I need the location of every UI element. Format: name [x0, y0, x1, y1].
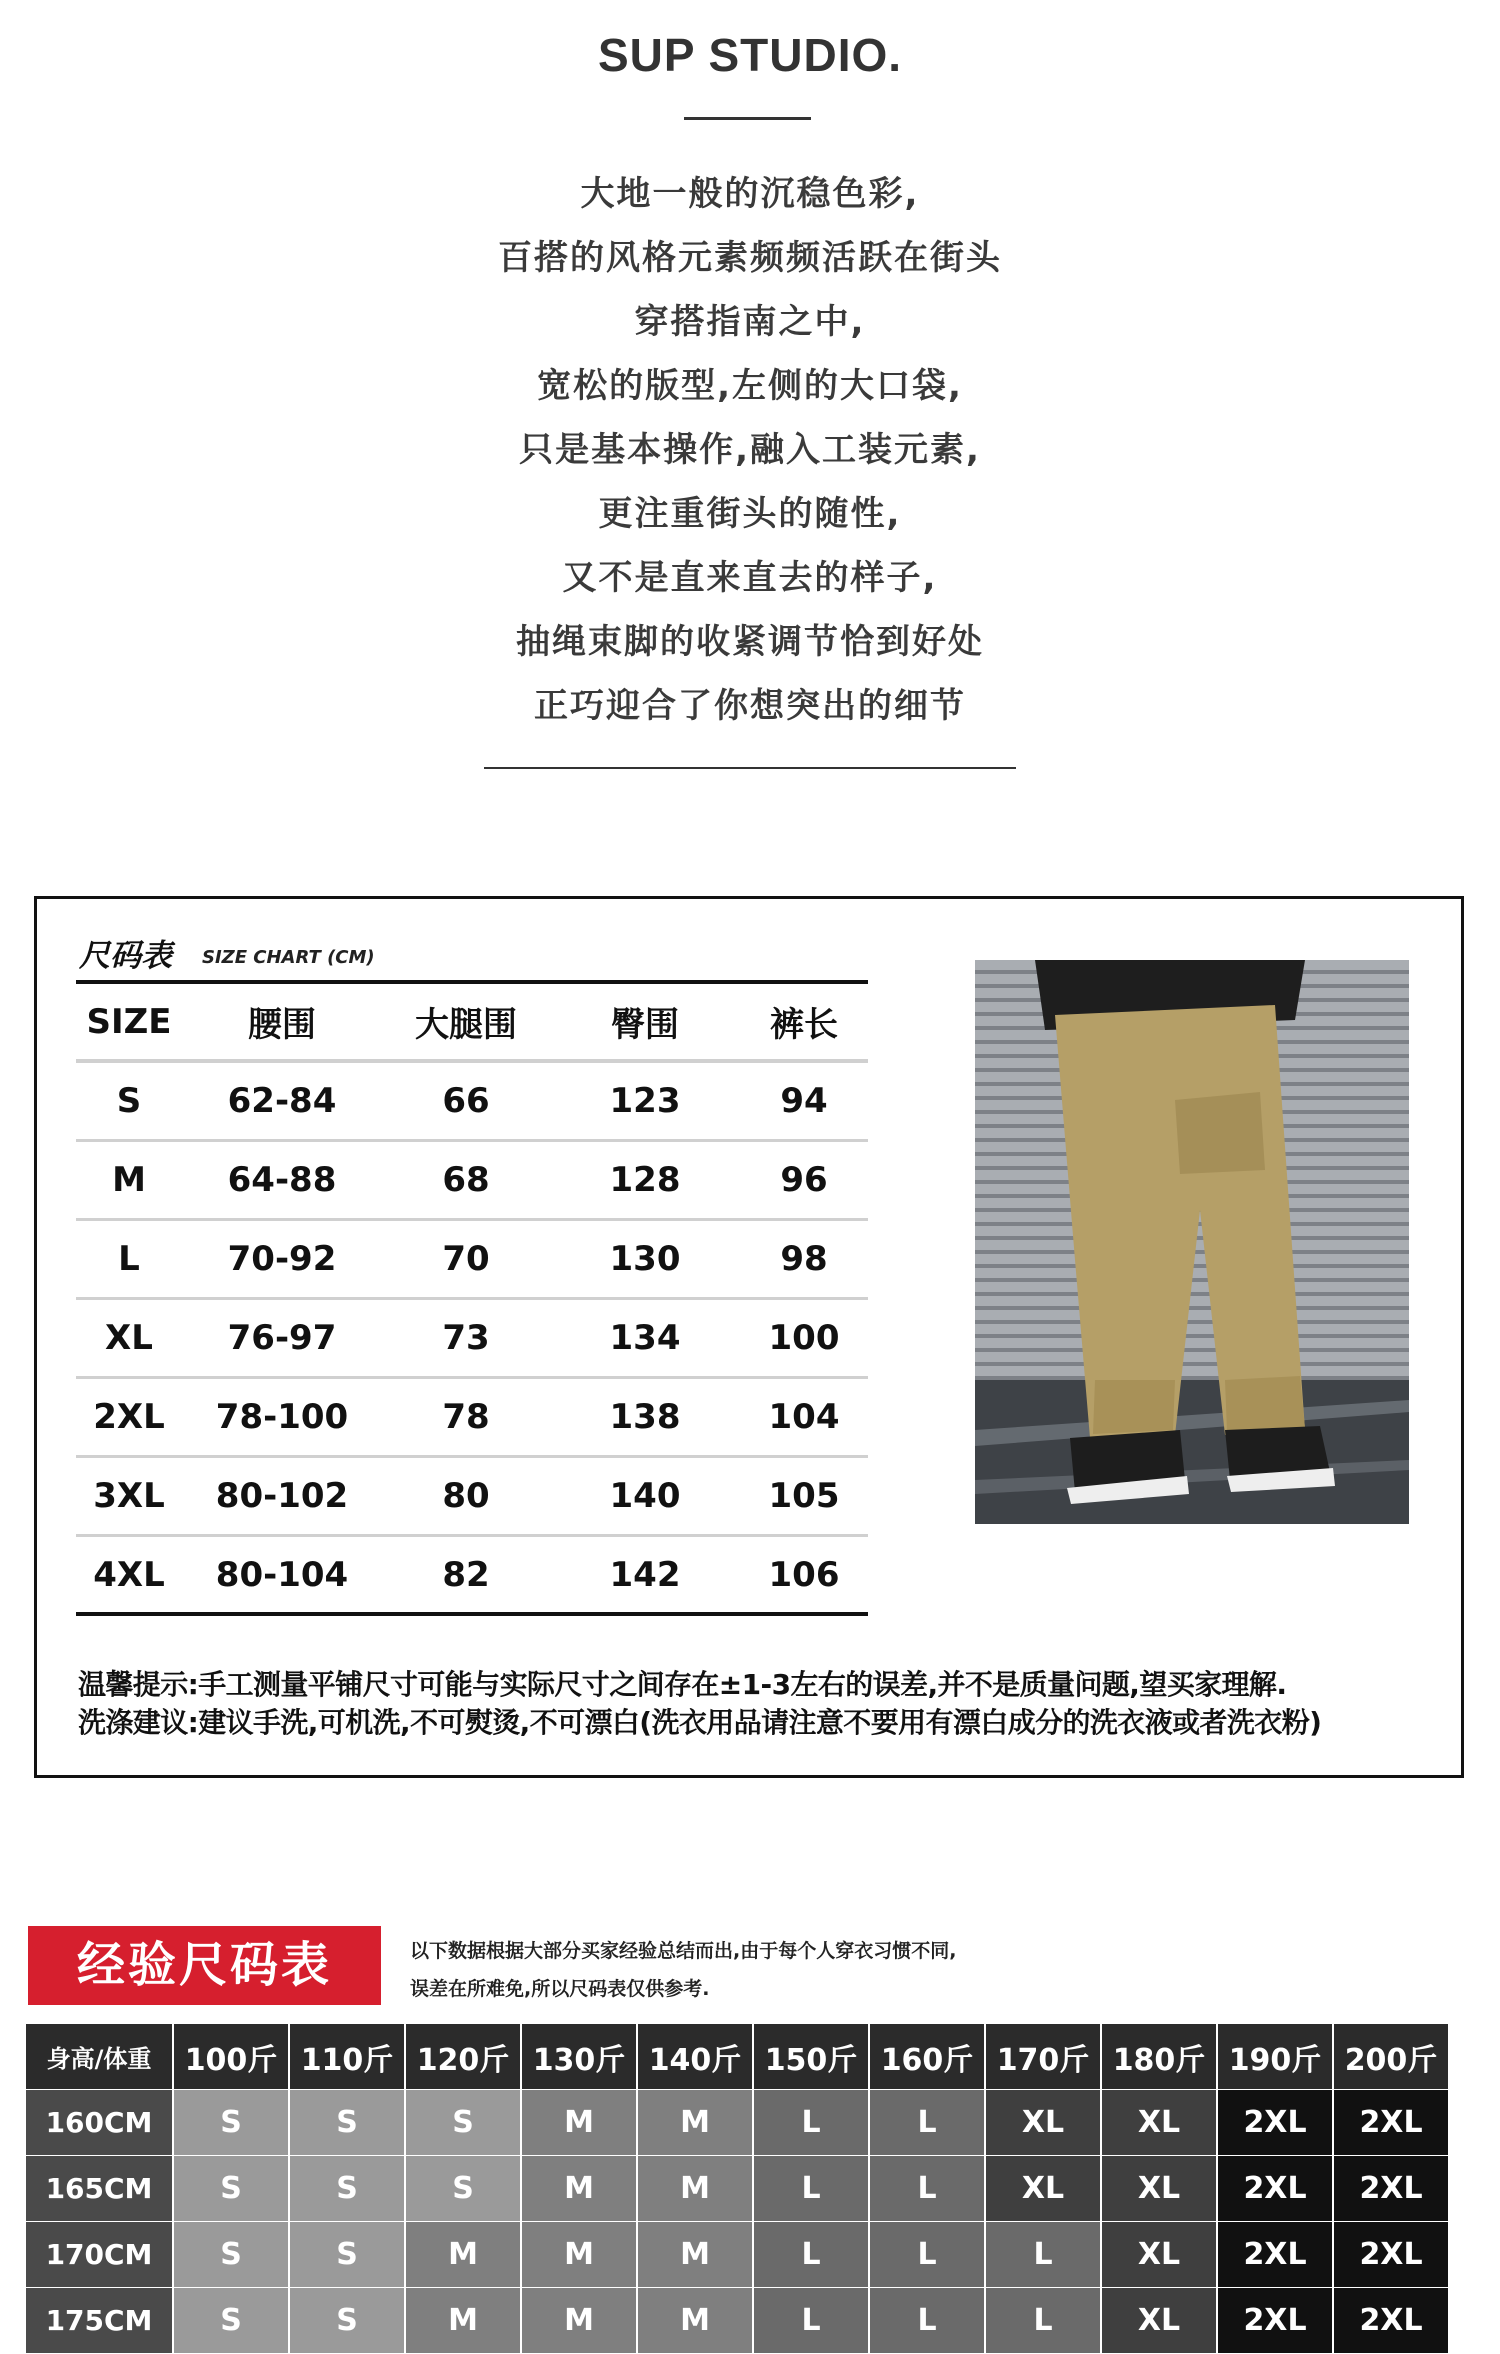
- size-label-cell: 2XL: [93, 1397, 165, 1437]
- intro-line: 抽绳束脚的收紧调节恰到好处: [516, 622, 984, 662]
- height-row: [26, 2090, 1470, 2155]
- weight-header-cell: 180斤: [1102, 2024, 1216, 2089]
- experience-chart-grid: [26, 2024, 1470, 2354]
- weight-header-cell: 100斤: [174, 2024, 288, 2089]
- recommended-size-cell: S: [406, 2090, 520, 2155]
- intro-line: 百搭的风格元素频频活跃在街头: [498, 238, 1002, 278]
- height-cell: 170CM: [26, 2222, 172, 2287]
- height-row: [26, 2156, 1470, 2221]
- corner-cell: 身高/体重: [26, 2024, 172, 2089]
- measurement-cell: 142: [609, 1554, 681, 1595]
- recommended-size-cell: 2XL: [1218, 2156, 1332, 2221]
- measurement-cell: 76-97: [227, 1318, 337, 1358]
- height-row: [26, 2288, 1470, 2353]
- recommended-size-cell: XL: [1102, 2090, 1216, 2155]
- measurement-cell: 70: [442, 1239, 490, 1279]
- recommended-size-cell: 2XL: [1218, 2288, 1332, 2353]
- measurement-cell: 106: [768, 1554, 840, 1595]
- recommended-size-cell: XL: [1102, 2222, 1216, 2287]
- intro-line: 只是基本操作,融入工装元素,: [519, 430, 981, 470]
- experience-chart-note: [410, 1932, 956, 2008]
- product-photo: [975, 960, 1409, 1524]
- brand-divider: [684, 117, 811, 120]
- weight-header-row: [26, 2024, 1470, 2089]
- recommended-size-cell: 2XL: [1334, 2222, 1448, 2287]
- experience-chart-title: 经验尺码表: [28, 1926, 381, 2005]
- recommended-size-cell: M: [406, 2222, 520, 2287]
- intro-line: 穿搭指南之中,: [634, 302, 866, 342]
- intro-line: 又不是直来直去的样子,: [562, 558, 938, 598]
- recommended-size-cell: L: [754, 2288, 868, 2353]
- brand-title: SUP STUDIO.: [597, 29, 903, 81]
- size-label-cell: M: [112, 1160, 146, 1200]
- note-line: 以下数据根据大部分买家经验总结而出,由于每个人穿衣习惯不同,: [410, 1940, 957, 1962]
- recommended-size-cell: L: [986, 2288, 1100, 2353]
- recommended-size-cell: S: [174, 2156, 288, 2221]
- measurement-cell: 96: [780, 1160, 828, 1200]
- size-row: [76, 1458, 868, 1537]
- recommended-size-cell: 2XL: [1334, 2288, 1448, 2353]
- measurement-note: 温馨提示:手工测量平铺尺寸可能与实际尺寸之间存在±1-3左右的误差,并不是质量问题,望买家理解.: [78, 1668, 1287, 1701]
- recommended-size-cell: L: [870, 2090, 984, 2155]
- size-row: [76, 1379, 868, 1458]
- height-cell: 165CM: [26, 2156, 172, 2221]
- recommended-size-cell: 2XL: [1334, 2090, 1448, 2155]
- header-cell: SIZE: [86, 1001, 172, 1042]
- measurement-cell: 66: [442, 1081, 490, 1121]
- size-label-cell: 3XL: [93, 1476, 165, 1516]
- measurement-cell: 78: [442, 1397, 490, 1437]
- measurement-cell: 62-84: [227, 1081, 337, 1121]
- recommended-size-cell: M: [522, 2288, 636, 2353]
- recommended-size-cell: S: [174, 2288, 288, 2353]
- intro-divider: [484, 767, 1016, 769]
- measurement-cell: 98: [780, 1239, 828, 1279]
- table-header-row: [76, 984, 868, 1063]
- header-cell: 大腿围: [415, 1005, 517, 1045]
- recommended-size-cell: M: [638, 2222, 752, 2287]
- recommended-size-cell: S: [290, 2222, 404, 2287]
- measurement-cell: 130: [609, 1239, 681, 1279]
- size-chart-title: 尺码表: [79, 938, 172, 974]
- recommended-size-cell: 2XL: [1218, 2090, 1332, 2155]
- size-label-cell: L: [118, 1239, 140, 1279]
- recommended-size-cell: 2XL: [1218, 2222, 1332, 2287]
- recommended-size-cell: M: [406, 2288, 520, 2353]
- intro-line: 正巧迎合了你想突出的细节: [534, 686, 966, 726]
- weight-header-cell: 160斤: [870, 2024, 984, 2089]
- header-cell: 裤长: [770, 1005, 838, 1045]
- intro-line: 大地一般的沉稳色彩,: [580, 174, 920, 214]
- recommended-size-cell: L: [754, 2090, 868, 2155]
- measurement-cell: 64-88: [227, 1160, 337, 1200]
- measurement-cell: 80-104: [215, 1554, 349, 1595]
- size-label-cell: 4XL: [93, 1554, 165, 1595]
- recommended-size-cell: M: [638, 2156, 752, 2221]
- measurement-cell: 140: [609, 1476, 681, 1516]
- measurement-cell: 123: [609, 1081, 681, 1121]
- recommended-size-cell: M: [522, 2222, 636, 2287]
- recommended-size-cell: S: [174, 2090, 288, 2155]
- measurement-cell: 134: [609, 1318, 681, 1358]
- size-chart-table: [76, 980, 868, 1616]
- table-body: [76, 1063, 868, 1616]
- measurement-cell: 94: [780, 1081, 828, 1121]
- recommended-size-cell: L: [754, 2222, 868, 2287]
- intro-line: 更注重街头的随性,: [598, 494, 902, 534]
- weight-header-cell: 110斤: [290, 2024, 404, 2089]
- measurement-cell: 80-102: [215, 1476, 349, 1516]
- measurement-cell: 128: [609, 1160, 681, 1200]
- recommended-size-cell: S: [290, 2090, 404, 2155]
- measurement-cell: 138: [609, 1397, 681, 1437]
- weight-header-cell: 150斤: [754, 2024, 868, 2089]
- recommended-size-cell: S: [406, 2156, 520, 2221]
- recommended-size-cell: XL: [1102, 2288, 1216, 2353]
- measurement-cell: 73: [442, 1318, 490, 1358]
- weight-header-cell: 130斤: [522, 2024, 636, 2089]
- recommended-size-cell: XL: [986, 2156, 1100, 2221]
- measurement-cell: 105: [768, 1476, 840, 1516]
- size-row: [76, 1221, 868, 1300]
- measurement-cell: 100: [768, 1318, 840, 1358]
- header-cell: 腰围: [248, 1005, 316, 1045]
- recommended-size-cell: M: [522, 2156, 636, 2221]
- recommended-size-cell: S: [290, 2156, 404, 2221]
- recommended-size-cell: M: [638, 2288, 752, 2353]
- recommended-size-cell: L: [870, 2288, 984, 2353]
- size-chart-subtitle: SIZE CHART (CM): [202, 947, 375, 968]
- size-label-cell: XL: [105, 1318, 153, 1358]
- size-row: [76, 1142, 868, 1221]
- height-cell: 175CM: [26, 2288, 172, 2353]
- weight-header-cell: 170斤: [986, 2024, 1100, 2089]
- washing-note: 洗涤建议:建议手洗,可机洗,不可熨烫,不可漂白(洗衣用品请注意不要用有漂白成分的洗衣液或者洗衣粉): [78, 1706, 1322, 1739]
- measurement-cell: 78-100: [215, 1397, 349, 1437]
- measurement-cell: 82: [442, 1554, 490, 1595]
- recommended-size-cell: S: [174, 2222, 288, 2287]
- recommended-size-cell: M: [638, 2090, 752, 2155]
- size-row: [76, 1063, 868, 1142]
- weight-header-cell: 190斤: [1218, 2024, 1332, 2089]
- recommended-size-cell: S: [290, 2288, 404, 2353]
- weight-header-cell: 140斤: [638, 2024, 752, 2089]
- height-row: [26, 2222, 1470, 2287]
- recommended-size-cell: L: [986, 2222, 1100, 2287]
- weight-header-cell: 120斤: [406, 2024, 520, 2089]
- measurement-cell: 68: [442, 1160, 490, 1200]
- size-row: [76, 1300, 868, 1379]
- recommended-size-cell: XL: [986, 2090, 1100, 2155]
- size-chart-notes: [78, 1666, 1458, 1742]
- recommended-size-cell: M: [522, 2090, 636, 2155]
- recommended-size-cell: L: [754, 2156, 868, 2221]
- intro-copy: [0, 162, 1500, 738]
- product-photo-art: [975, 960, 1409, 1524]
- experience-chart-body: [26, 2090, 1470, 2353]
- measurement-cell: 70-92: [227, 1239, 337, 1279]
- measurement-cell: 80: [442, 1476, 490, 1516]
- recommended-size-cell: 2XL: [1334, 2156, 1448, 2221]
- size-row: [76, 1537, 868, 1616]
- header-cell: 臀围: [611, 1005, 679, 1045]
- measurement-cell: 104: [768, 1397, 840, 1437]
- weight-header-cell: 200斤: [1334, 2024, 1448, 2089]
- size-label-cell: S: [116, 1081, 142, 1121]
- recommended-size-cell: XL: [1102, 2156, 1216, 2221]
- recommended-size-cell: L: [870, 2156, 984, 2221]
- height-cell: 160CM: [26, 2090, 172, 2155]
- note-line: 误差在所难免,所以尺码表仅供参考.: [410, 1978, 710, 2000]
- recommended-size-cell: L: [870, 2222, 984, 2287]
- intro-line: 宽松的版型,左侧的大口袋,: [537, 366, 963, 406]
